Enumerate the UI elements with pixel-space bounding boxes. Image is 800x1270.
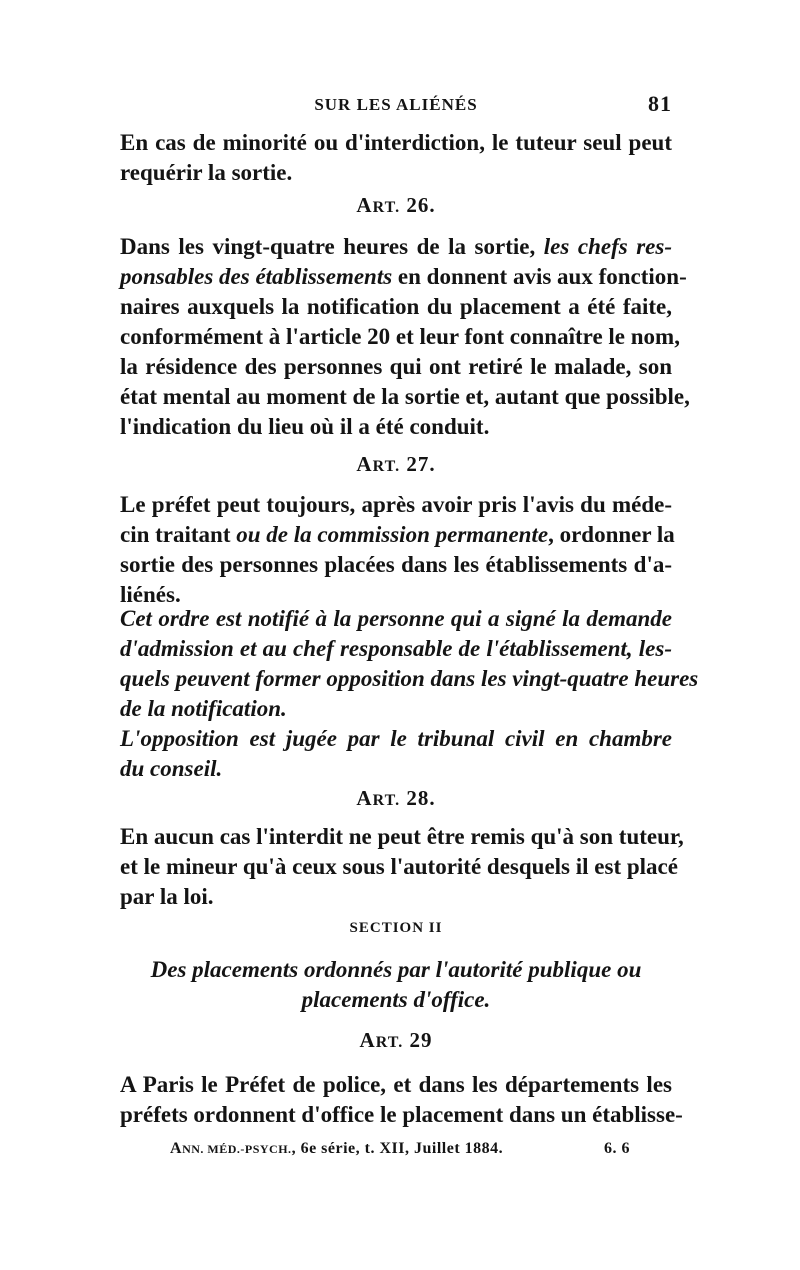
text-line: du conseil. — [120, 756, 223, 781]
text-line: A Paris le Préfet de police, et dans les départements les — [120, 1072, 672, 1097]
text-line: L'opposition est jugée par le tribunal civil en chambre — [120, 726, 672, 751]
article-28-heading: ART. 28. — [356, 786, 436, 810]
text-line: d'admission et au chef responsable de l'établissement, les- — [120, 636, 672, 661]
text-line: état mental au moment de la sortie et, autant que possible, — [120, 384, 690, 409]
page-footer — [170, 1140, 630, 1158]
section-title: placements d'office. — [301, 987, 491, 1012]
text-line: liénés. — [120, 582, 181, 607]
text-line: naires auxquels la notification du placement a été faite, — [120, 294, 672, 319]
text-line: sortie des personnes placées dans les établissements d'a- — [120, 552, 672, 577]
article-26-heading: ART. 26. — [356, 193, 436, 217]
text-line: de la notification. — [120, 696, 287, 721]
page-number: 81 — [648, 91, 672, 116]
text-line: Cet ordre est notifié à la personne qui a signé la demande — [120, 606, 672, 631]
section-title: Des placements ordonnés par l'autorité publique ou — [150, 957, 642, 982]
text-line: En cas de minorité ou d'interdiction, le tuteur seul peut — [120, 130, 672, 155]
running-title: SUR LES ALIÉNÉS — [314, 95, 478, 114]
section-label: SECTION II — [349, 920, 443, 936]
text-line: par la loi. — [120, 884, 214, 909]
text-line: Dans les vingt-quatre heures de la sortie, les chefs res- — [120, 234, 672, 259]
text-line: préfets ordonnent d'office le placement dans un établisse- — [120, 1102, 683, 1127]
text-line: quels peuvent former opposition dans les vingt-quatre heures — [120, 666, 699, 691]
text-line: la résidence des personnes qui ont retiré le malade, son — [120, 354, 672, 379]
article-27-heading: ART. 27. — [356, 452, 436, 476]
text-line: requérir la sortie. — [120, 160, 293, 185]
text-line: conformément à l'article 20 et leur font connaître le nom, — [120, 324, 680, 349]
text-line: En aucun cas l'interdit ne peut être remis qu'à son tuteur, — [120, 824, 684, 849]
signature-mark: 6. 6 — [604, 1140, 630, 1157]
text-line: cin traitant ou de la commission permanente, ordonner la — [120, 522, 675, 547]
text-line: Le préfet peut toujours, après avoir pris l'avis du méde- — [120, 492, 672, 517]
journal-reference: ANN. MÉD.-PSYCH., 6e série, t. XII, Juillet 1884. — [170, 1140, 504, 1157]
text-line: l'indication du lieu où il a été conduit. — [120, 414, 490, 439]
text-line: et le mineur qu'à ceux sous l'autorité desquels il est placé — [120, 854, 678, 879]
article-29-heading: ART. 29 — [359, 1028, 433, 1052]
text-line: ponsables des établissements en donnent avis aux fonction- — [120, 264, 687, 289]
